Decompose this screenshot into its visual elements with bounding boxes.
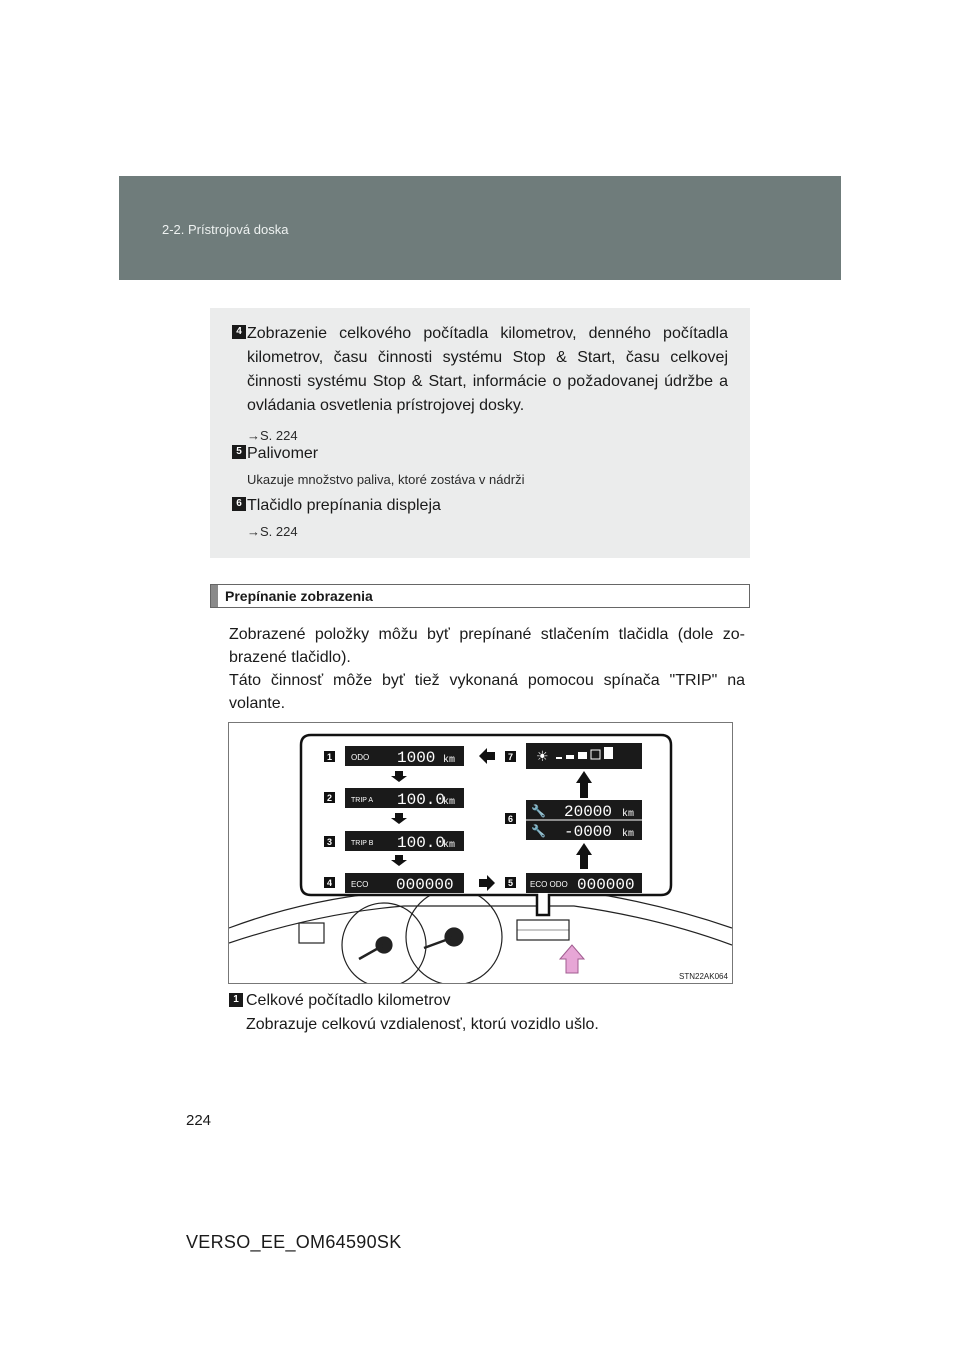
figure-code: STN22AK064 bbox=[679, 972, 728, 981]
info-item-5 bbox=[232, 442, 728, 487]
page-number: 224 bbox=[186, 1112, 212, 1129]
display-trip-a-label: TRIP A bbox=[351, 797, 374, 804]
figure-badge-4-label: 4 bbox=[326, 878, 333, 888]
display-maintenance-remaining-unit: km bbox=[622, 829, 635, 840]
figure-badge-7-label: 7 bbox=[507, 752, 514, 762]
breadcrumb: 2-2. Prístrojová doska bbox=[162, 222, 289, 237]
display-eco-odo-label: ECO ODO bbox=[530, 880, 568, 889]
display-maintenance-unit: km bbox=[622, 809, 635, 820]
paragraph: Zobrazené položky môžu byť prepínané stlačením tlačidla (dole zo-brazené tlačidlo). bbox=[229, 626, 745, 666]
page-reference: →S. 224 bbox=[247, 428, 298, 443]
document-id: VERSO_EE_OM64590SK bbox=[186, 1232, 402, 1252]
page-reference: →S. 224 bbox=[247, 524, 298, 539]
page-header bbox=[119, 176, 841, 280]
number-badge: 4 bbox=[232, 325, 246, 339]
display-maintenance-value: 20000 bbox=[564, 803, 613, 821]
number-badge: 5 bbox=[232, 445, 246, 459]
number-badge: 1 bbox=[229, 993, 243, 1007]
brightness-level-3 bbox=[578, 752, 587, 759]
display-switching-figure bbox=[228, 722, 733, 984]
figure-illustration bbox=[229, 723, 732, 983]
item-odometer bbox=[229, 990, 599, 1036]
display-trip-b-unit: km bbox=[443, 840, 456, 851]
display-trip-a-unit: km bbox=[443, 797, 456, 808]
display-eco-label: ECO bbox=[351, 880, 369, 889]
info-item-4 bbox=[232, 322, 728, 443]
brightness-level-2 bbox=[566, 755, 574, 759]
display-trip-b-label: TRIP B bbox=[351, 840, 374, 847]
info-item-title: Palivomer bbox=[247, 445, 319, 462]
section-heading-text: Prepínanie zobrazenia bbox=[225, 588, 373, 604]
display-odo-unit: km bbox=[443, 755, 456, 766]
display-odo-label: ODO bbox=[351, 753, 370, 762]
display-maintenance-remaining: -0000 bbox=[564, 823, 613, 841]
figure-badge-1-label: 1 bbox=[326, 752, 333, 762]
info-item-title: Zobrazenie celkového počítadla kilometrov, denného počítadla kilometrov, času činnosti systému Stop & Start, času celkovej činnosti systému Stop & Start, informácie o požadovanej údržbe a ovládania osvetlenia prístrojovej dosky. bbox=[247, 325, 728, 414]
brightness-level-5 bbox=[604, 747, 613, 759]
wrench-icon: 🔧 bbox=[531, 824, 546, 838]
figure-badge-6-label: 6 bbox=[507, 814, 514, 824]
display-eco-odo-value: 000000 bbox=[577, 876, 635, 894]
press-button-arrow bbox=[560, 945, 584, 973]
display-eco-value: 000000 bbox=[396, 876, 454, 894]
info-item-description: Ukazuje množstvo paliva, ktoré zostáva v nádrži bbox=[247, 472, 525, 487]
figure-badge-2-label: 2 bbox=[326, 793, 333, 803]
item-description: Zobrazuje celkovú vzdialenosť, ktorú vozidlo ušlo. bbox=[246, 1016, 599, 1033]
instrument-cluster-illustration bbox=[229, 889, 732, 983]
display-trip-b-value: 100.0 bbox=[397, 834, 446, 852]
info-item-title: Tlačidlo prepínania displeja bbox=[247, 497, 441, 514]
figure-badge-3-label: 3 bbox=[326, 837, 333, 847]
brightness-level-1 bbox=[556, 757, 562, 759]
figure-badge-5-label: 5 bbox=[507, 878, 514, 888]
wrench-icon: 🔧 bbox=[531, 804, 546, 818]
display-trip-a-value: 100.0 bbox=[397, 791, 446, 809]
display-odo-value: 1000 bbox=[397, 749, 436, 767]
section-heading bbox=[210, 584, 750, 608]
sun-icon: ☀ bbox=[536, 749, 549, 765]
info-item-6 bbox=[232, 494, 728, 539]
item-title: Celkové počítadlo kilometrov bbox=[246, 992, 451, 1009]
info-box bbox=[210, 308, 750, 558]
heading-bar bbox=[211, 585, 218, 607]
number-badge: 6 bbox=[232, 497, 246, 511]
paragraph: Táto činnosť môže byť tiež vykonaná pomocou spínača "TRIP" na volante. bbox=[229, 672, 745, 712]
